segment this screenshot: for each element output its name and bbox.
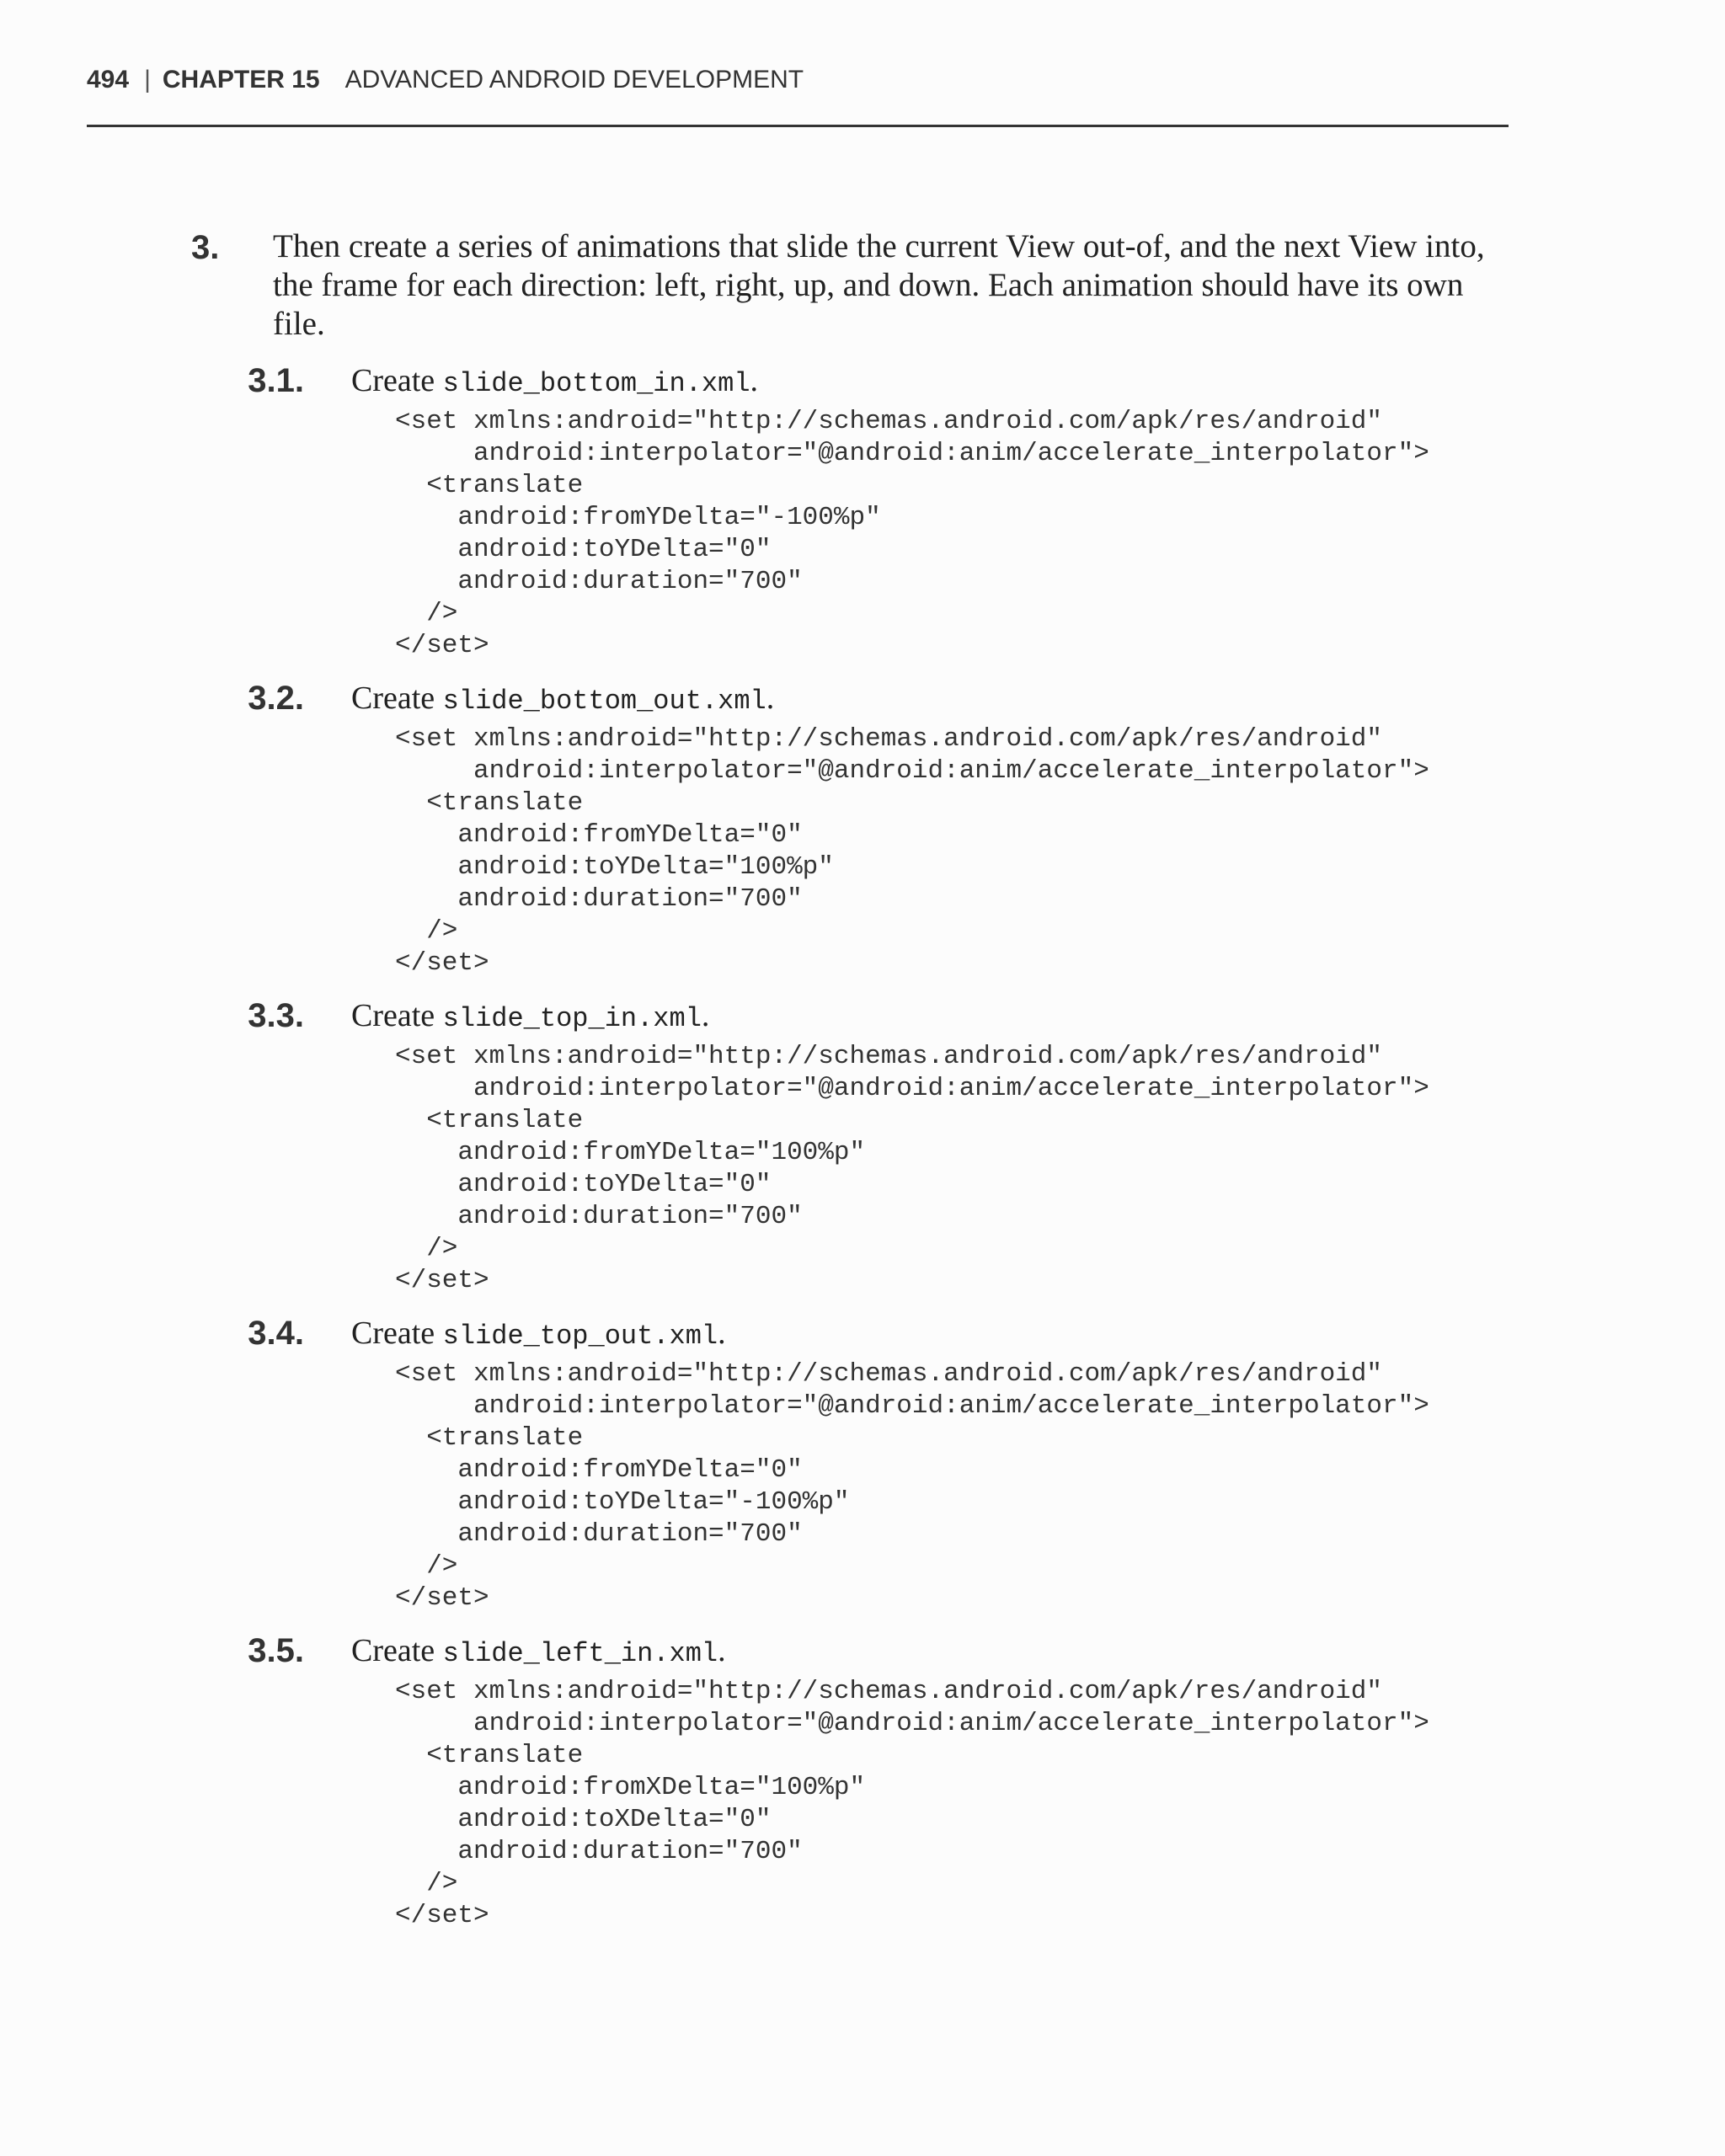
substep-number: 3.4. [248,1315,304,1352]
substep-title [351,1632,726,1669]
step-3 [191,227,1509,344]
substep-title [351,997,709,1034]
code-block: <set xmlns:android="http://schemas.android.com/apk/res/android" android:interpolator="@android:anim/accelerate_interpolator"> <translate android:fromYDelta="100%p" android:toYDelta="0" android:duration="700" /> </set> [395,1042,1429,1295]
substep-filename: slide_top_in.xml [442,1003,702,1034]
code-block: <set xmlns:android="http://schemas.android.com/apk/res/android" android:interpolator="@android:anim/accelerate_interpolator"> <translate android:fromYDelta="-100%p" android:toYDelta="0" android:duration="700" /> </set> [395,407,1429,660]
substep-number: 3.3. [248,997,304,1034]
header-rule [87,125,1509,127]
running-header [87,66,804,103]
substep-number: 3.2. [248,680,304,717]
substep-filename: slide_bottom_in.xml [442,368,750,399]
chapter-title: ADVANCED ANDROID DEVELOPMENT [344,66,804,93]
substep-prefix: Create [351,1315,443,1351]
step-number: 3. [191,229,220,266]
code-block: <set xmlns:android="http://schemas.android.com/apk/res/android" android:interpolator="@android:anim/accelerate_interpolator"> <translate android:fromYDelta="0" android:toYDelta="-100%p" android:duration="700" /> </set> [395,1359,1429,1613]
substep-prefix: Create [351,1633,443,1668]
substep-filename: slide_top_out.xml [442,1321,718,1352]
chapter-label: CHAPTER 15 [162,66,320,93]
substep-suffix: . [718,1315,726,1351]
substep-prefix: Create [351,363,443,398]
code-block: <set xmlns:android="http://schemas.android.com/apk/res/android" android:interpolator="@android:anim/accelerate_interpolator"> <translate android:fromXDelta="100%p" android:toXDelta="0" android:duration="700" /> </set> [395,1677,1429,1930]
page-number: 494 [87,66,130,93]
substep-prefix: Create [351,680,443,716]
substep-number: 3.1. [248,362,304,399]
substep-title [351,680,774,717]
substep-number: 3.5. [248,1632,304,1669]
substep-prefix: Create [351,998,443,1033]
substep-suffix: . [766,680,775,716]
step-text: Then create a series of animations that slide the current View out-of, and the next View into, the frame for each direction: left, right, up, and down. Each animation should have its own file. [273,228,1485,342]
substep-filename: slide_left_in.xml [442,1638,718,1669]
substep-title [351,362,758,399]
substep-suffix: . [718,1633,726,1668]
substep-title [351,1315,726,1352]
substep-filename: slide_bottom_out.xml [442,686,766,717]
header-separator: | [144,66,151,93]
substep-suffix: . [701,998,710,1033]
code-block: <set xmlns:android="http://schemas.android.com/apk/res/android" android:interpolator="@android:anim/accelerate_interpolator"> <translate android:fromYDelta="0" android:toYDelta="100%p" android:duration="700" /> </set> [395,724,1429,978]
substep-suffix: . [750,363,759,398]
